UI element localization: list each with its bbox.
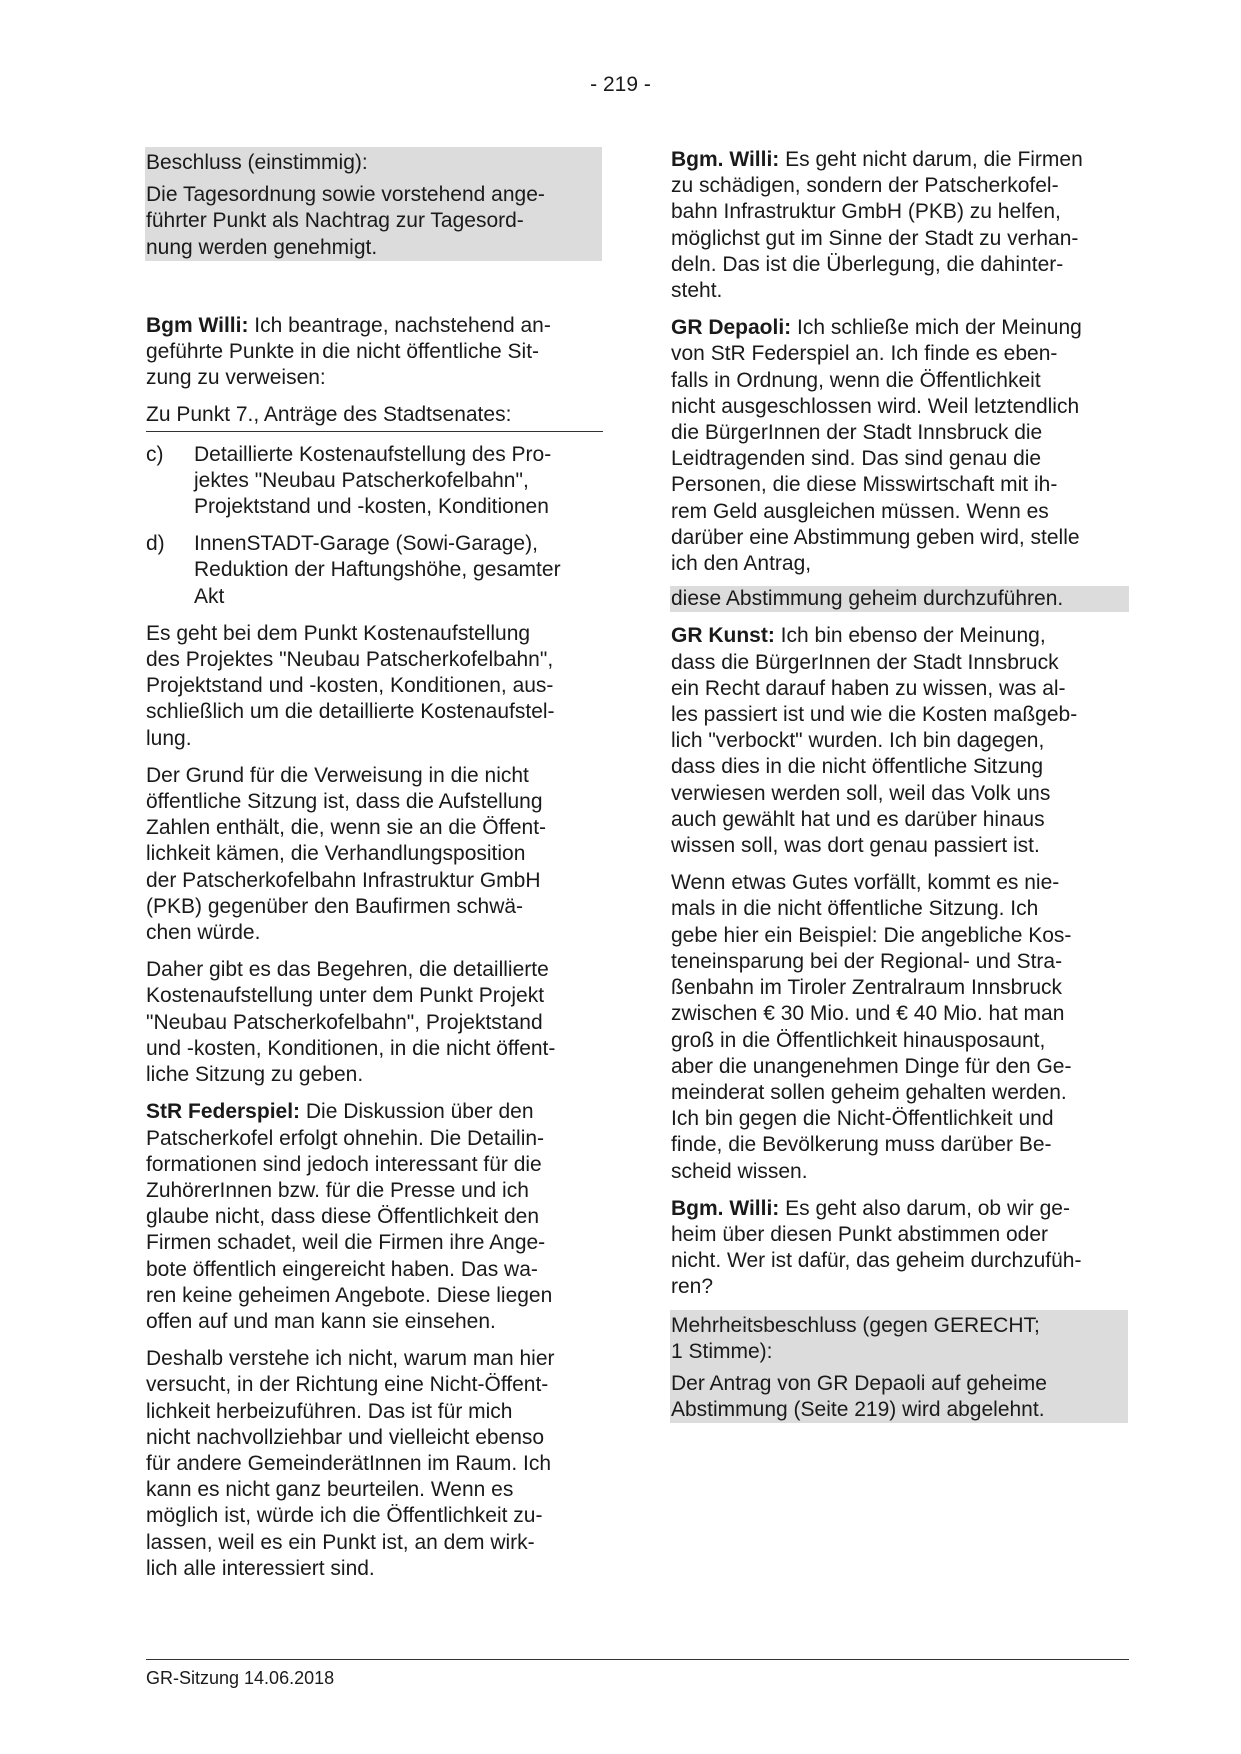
page-number: - 219 - [590, 73, 651, 96]
agenda-heading: Zu Punkt 7., Anträge des Stadtsenates: [146, 402, 603, 431]
left-column [146, 147, 603, 1593]
speech-bgm-willi: Bgm. Willi: Es geht nicht darum, die Firmen zu schädigen, sondern der Patscherkofel- bahn Infrastruktur GmbH (PKB) zu helfen, möglichst gut im Sinne der Stadt zu verhan- deln. Das ist die Überlegung, die dahinter- steht. [671, 148, 1083, 303]
speech-gr-kunst: GR Kunst: Ich bin ebenso der Meinung, dass die BürgerInnen der Stadt Innsbruck ein Recht darauf haben zu wissen, was al- les passiert ist und wie die Kosten maßgeb- lich "verbockt" wurden. Ich bin dagegen, dass dies in die nicht öffentliche Sitzung verwiesen werden soll, weil das Volk uns auch gewählt hat und es darüber hinaus wissen soll, was dort genau passiert ist. [671, 624, 1078, 858]
paragraph: Deshalb verstehe ich nicht, warum man hier versucht, in der Richtung eine Nicht-Öffent- lichkeit herbeizuführen. Das ist für mich nicht nachvollziehbar und vielleicht ebenso für andere GemeinderätInnen im Raum. Ich kann es nicht ganz beurteilen. Wenn es möglich ist, würde ich die Öffentlichkeit zu- lassen, weil es ein Punkt ist, an dem wirk- lich alle interessiert sind. [146, 1347, 555, 1580]
list-item [146, 442, 603, 521]
resolution-title: Mehrheitsbeschluss (gegen GERECHT; 1 Stimme): [671, 1313, 1040, 1363]
speech-bgm-willi: Bgm. Willi: Es geht also darum, ob wir ge- heim über diesen Punkt abstimmen oder nicht. Wer ist dafür, das geheim durchzufüh- ren? [671, 1196, 1082, 1299]
motion-highlight: diese Abstimmung geheim durchzuführen. [670, 586, 1129, 612]
list-item [146, 531, 603, 610]
speaker-name: Bgm. Willi: [671, 1196, 780, 1220]
list-text: Detaillierte Kostenaufstellung des Pro- jektes "Neubau Patscherkofelbahn", Projektstand und -kosten, Konditionen [194, 442, 552, 519]
paragraph: Der Grund für die Verweisung in die nicht öffentliche Sitzung ist, dass die Aufstellung Zahlen enthält, die, wenn sie an die Öffent- lichkeit kämen, die Verhandlungsposition der Patscherkofelbahn Infrastruktur GmbH (PKB) gegenüber den Baufirmen schwä- chen würde. [146, 763, 547, 945]
resolution-title: Beschluss (einstimmig): [146, 151, 368, 174]
right-column [671, 147, 1129, 1425]
speaker-name: GR Kunst: [671, 624, 775, 648]
speech-gr-depaoli: GR Depaoli: Ich schließe mich der Meinung von StR Federspiel an. Ich finde es eben- falls in Ordnung, wenn die Öffentlichkeit nicht ausgeschlossen wird. Weil letztendlich die BürgerInnen der Stadt Innsbruck die Leidtragenden sind. Das sind genau die Personen, die diese Misswirtschaft mit ih- rem Geld ausgleichen müssen. Wenn es darüber eine Abstimmung geben wird, stelle ich den Antrag, [671, 316, 1082, 576]
paragraph: Es geht bei dem Punkt Kostenaufstellung des Projektes "Neubau Patscherkofelbahn", Projektstand und -kosten, Konditionen, aus- schließlich um die detaillierte Kostenaufstel- lung. [146, 621, 555, 750]
paragraph: Daher gibt es das Begehren, die detaillierte Kostenaufstellung unter dem Punkt Projekt "Neubau Patscherkofelbahn", Projektstand und -kosten, Konditionen, in die nicht öffent- liche Sitzung zu geben. [146, 958, 556, 1087]
speaker-name: Bgm. Willi: [671, 148, 780, 171]
list-letter: d) [146, 532, 165, 556]
list-letter: c) [146, 442, 164, 466]
resolution-body: Die Tagesordnung sowie vorstehend ange- führter Punkt als Nachtrag zur Tagesord- nung werden genehmigt. [146, 183, 545, 259]
resolution-body: Der Antrag von GR Depaoli auf geheime Abstimmung (Seite 219) wird abgelehnt. [671, 1371, 1047, 1422]
resolution-box-majority [670, 1310, 1128, 1424]
list-text: InnenSTADT-Garage (Sowi-Garage), Reduktion der Haftungshöhe, gesamter Akt [194, 532, 561, 608]
speaker-name: StR Federspiel: [146, 1100, 301, 1124]
resolution-box-unanimous [145, 147, 602, 261]
page-footer: GR-Sitzung 14.06.2018 [146, 1659, 1129, 1691]
paragraph: Wenn etwas Gutes vorfällt, kommt es nie- mals in die nicht öffentliche Sitzung. Ich gebe hier ein Beispiel: Die angebliche Kos- teneinsparung bei der Regional- und Stra- ßenbahn im Tiroler Zentralraum Innsbruck zwischen € 30 Mio. und € 40 Mio. hat man groß in die Öffentlichkeit hinausposaunt, aber die unangenehmen Dinge für den Ge- meinderat sollen geheim gehalten werden. Ich bin gegen die Nicht-Öffentlichkeit und finde, die Bevölkerung muss darüber Be- scheid wissen. [671, 871, 1072, 1183]
speech-bgm-willi: Bgm Willi: Ich beantrage, nachstehend an- geführte Punkte in die nicht öffentliche Sit- zung zu verweisen: [146, 313, 551, 390]
speech-str-federspiel: StR Federspiel: Die Diskussion über den Patscherkofel erfolgt ohnehin. Die Detailin- formationen sind jedoch interessant für die ZuhörerInnen bzw. für die Presse und ich glaube nicht, dass diese Öffentlichkeit den Firmen schadet, weil die Firmen ihre Ange- bote öffentlich eingereicht haben. Das wa- ren keine geheimen Angebote. Diese liegen offen auf und man kann sie einsehen. [146, 1100, 553, 1333]
speaker-name: GR Depaoli: [671, 316, 792, 340]
speaker-name: Bgm Willi: [146, 313, 249, 337]
